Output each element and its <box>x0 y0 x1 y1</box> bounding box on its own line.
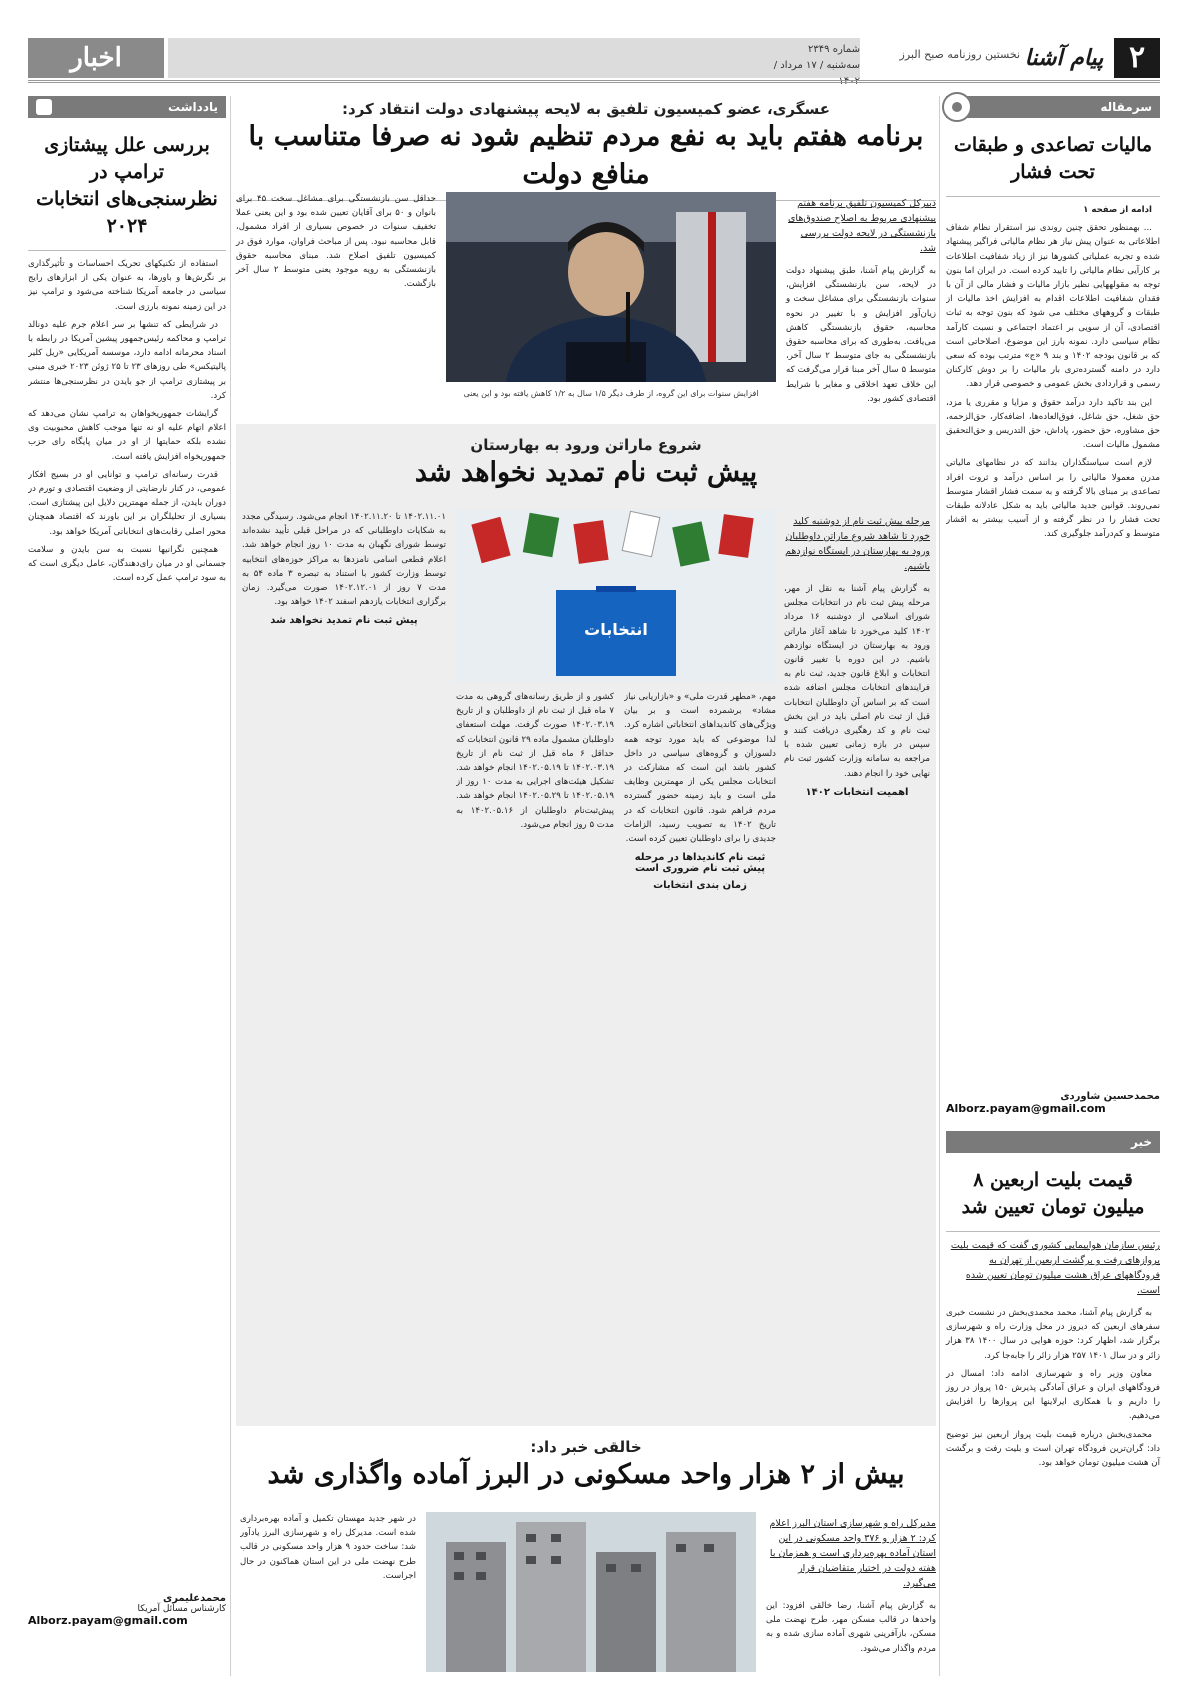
editorial-tag <box>946 96 1160 118</box>
article-lead: مرحله پیش ثبت نام از دوشنبه کلید خورد تا شاهد شروع ماراتن داوطلبان ورود به بهارستان در ایستگاه نوازدهم باشیم. <box>785 516 930 572</box>
right-column <box>946 96 1160 1676</box>
masthead-band <box>168 38 860 87</box>
election-poster <box>456 510 776 682</box>
article-col-1 <box>784 510 930 1410</box>
editorial-author: محمدحسین شاوردی <box>1060 1091 1160 1102</box>
article-lead: مدیرکل راه و شهرسازی استان البرز اعلام کرد: ۲ هزار و ۳۷۶ واحد مسکونی در این استان آماده بهره‌برداری است و همزمان با هفته دولت در اختیار متقاضیان قرار می‌گیرد. <box>769 1518 936 1589</box>
article-col-2 <box>624 690 776 1410</box>
note-title: بررسی علل پیشتازی ترامپ در نظرسنجی‌های انتخابات ۲۰۲۴ <box>36 134 218 237</box>
news-body <box>946 1306 1160 1470</box>
note-paragraph: گرایشات جمهوریخواهان به ترامپ نشان می‌دهد که اعلام اتهام علیه او نه تنها موجب کاهش محبوبیت وی نشده بلکه حمایتها از او در میان پایگاه رای حزب جمهوریخواه افزایش یافته است. <box>28 409 226 462</box>
note-tag <box>28 96 226 118</box>
article-text-right <box>766 1512 936 1672</box>
editorial-tag-label: سرمقاله <box>1100 100 1152 114</box>
article-photo <box>446 192 776 398</box>
newspaper-slogan: نخستین روزنامه صبح البرز <box>899 48 1020 61</box>
news-paragraph: به گزارش پیام آشنا، محمد محمدی‌بخش در نشست خبری سفرهای اربعین که دیروز در محل وزارت راه و شهرسازی برگزار شد، اظهار کرد: حوزه هوایی در سال ۱۴۰۰ ۳۸ هزار زائر و در سال ۱۴۰۱ ۲۵۷ هزار زائر را جابه‌جا کرد. <box>946 1308 1161 1361</box>
article-body: مهم، «مطهر قدرت ملی» و «بازاریابی نیاز مشاد» برشمرده است و بر بیان ویژگی‌های کاندیداهای انتخاباتی اشاره کرد. لذا موضوعی که باید مورد توجه همه دلسوزان و گروه‌های سیاسی در داخل کشور باشد این است که مشارکت در انتخابات مجلس یکی از مهمترین وظایف ملی است و باید زمینه حضور گسترده مردم فراهم شود. قانون انتخابات که در تاریخ ۱۴۰۲ به تصویب رسید، الزامات جدیدی را برای داوطلبان تعیین کرده است. <box>624 692 776 845</box>
editorial-title: مالیات تصاعدی و طبقات تحت فشار <box>953 134 1153 183</box>
issue-date: سه‌شنبه / ۱۷ مرداد / ۱۴۰۲ <box>773 60 860 87</box>
notepad-icon <box>36 99 52 115</box>
article-headline: بیش از ۲ هزار واحد مسکونی در البرز آماده واگذاری شد <box>267 1459 905 1490</box>
editorial-paragraph: ... بهمنظور تحقق چنین روندی نیز استقرار نظام شفاف اطلاعاتی به عنوان پیش نیاز هر نظام مالیاتی فراگیر پیشنهاد شده و تجربه عملیاتی کشورها نیز از زیاد شفافیت اطلاعات بر کارآیی نظام مالیاتی را تایید کرده است. در ایران اما بنون توجه به مقولههایی نظیر بازار مالیات و فشار مالی از آن با فقدان شفافیت اطلاعات اقدام به افزایش اخذ مالیات از طبقات و گروههای مختلف می شود که بنون توجه به ثبات اقتصادی، آن از سویی بر اعتماد اجتماعی و نسبت کارآمد نظام سیاسی دارد. نمونه بارز این موضوع، اصلاحاتی است که بر قانون بودجه ۱۴۰۲ و بند ۹ «ج» مترتب بوده که سعی دارد در دامنه گسترده‌تری بار مالیات را بر دوش کارکنان رسمی و قراردادی بخش عمومی و خصوصی قرار دهد. <box>946 223 1160 390</box>
ballot-box-illustration <box>456 510 776 682</box>
article-body: کشور و از طریق رسانه‌های گروهی به مدت ۷ ماه قبل از ثبت نام از داوطلبان و از تاریخ ۱۴۰۲.۰۳.۱۹ صورت گرفت. مهلت استعفای داوطلبان مشمول ماده ۲۹ قانون انتخابات که حداقل ۶ ماه قبل از ثبت نام از تاریخ ۱۴۰۲.۰۳.۱۹ تا ۱۴۰۲.۰۵.۱۹ انجام خواهد شد. تشکیل هیئت‌های اجرایی به مدت ۱۰ روز از ۱۴۰۲.۰۵.۱۹ تا ۱۴۰۲.۰۵.۲۹ انجام خواهد شد. پیش‌ثبت‌نام داوطلبان از ۱۴۰۲.۰۵.۱۶ به مدت ۵ روز انجام می‌شود. <box>456 692 614 830</box>
article-text-right <box>786 192 936 420</box>
article-lead: دبیرکل کمیسیون تلفیق برنامه هفتم پیشنهادی مربوط به اصلاح صندوق‌های بازنشستگی در لایحه دولت بررسی شد. <box>787 198 936 254</box>
news-title: قیمت بلیت اربعین ۸ میلیون تومان تعیین شد <box>961 1169 1145 1218</box>
column-divider <box>939 96 940 1676</box>
article-headline: برنامه هفتم باید به نفع مردم تنظیم شود نه صرفا متناسب با منافع دولت <box>248 121 924 190</box>
housing-photo <box>426 1512 756 1672</box>
note-paragraph: قدرت رسانه‌ای ترامپ و توانایی او در بسیج افکار عمومی، در کنار نارضایتی از وضعیت اقتصادی و تورم در دوران بایدن، از جمله مهمترین دلایل این پیشتازی است. بسیاری از تحلیلگران بر این باورند که اقتصاد همچنان محور اصلی رقابت‌های انتخاباتی آمریکا خواهد بود. <box>28 469 226 537</box>
note-body <box>28 257 226 1587</box>
article-body: در شهر جدید مهستان تکمیل و آماده بهره‌برداری شده است. مدیرکل راه و شهرسازی البرز یادآور شد: ساخت حدود ۹ هزار واحد مسکونی در قالب طرح نهضت ملی در این استان هماکنون در حال اجراست. <box>240 1514 416 1581</box>
masthead-brand <box>860 38 1160 78</box>
left-column <box>28 96 226 1676</box>
note-author: محمدعلیمری <box>163 1593 226 1604</box>
news-lead: رئیس سازمان هواپیمایی کشوری گفت که قیمت بلیت پروازهای رفت و برگشت اربعین از تهران به فرودگاههای عراق هشت میلیون تومان تعیین شده است. <box>950 1240 1160 1296</box>
page-number: ۲ <box>1114 38 1160 78</box>
article-kicker: شروع ماراتن ورود به بهارستان <box>470 436 702 454</box>
article-body: ۱۴۰۲.۱۱.۰۱ تا ۱۴۰۲.۱۱.۲۰ انجام می‌شود. رسیدگی مجدد به شکایات داوطلبانی که در مراحل قبلی تأیید نشده‌اند توسط شورای نگهبان به مدت ۱۰ روز انجام خواهد شد. اعلام قطعی اسامی نامزدها به مراکز حوزه‌های انتخابیه توسط وزارت کشور با استناد به تبصره ۳ ماده ۵۴ به مدت ۷ روز از ۱۴۰۲.۱۲.۰۱ صورت می‌گیرد. زمان برگزاری انتخابات یازدهم اسفند ۱۴۰۲ خواهد بود. <box>242 512 446 608</box>
main-column <box>236 96 936 1676</box>
article-body: به گزارش پیام آشنا به نقل از مهر، مرحله پیش ثبت نام در انتخابات مجلس شورای اسلامی از دوشنبه ۱۶ مرداد ۱۴۰۲ کلید می‌خورد تا شاهد آغاز ماراتن ورود به بهارستان در ایستگاه نوازدهم باشیم. در این دوره با تغییر قانون انتخابات و ابلاغ قانون جدید، ثبت نام به فرایندهای انتخابات مجلس اضافه شده است که بر اساس آن داوطلبان انتخابات قبل از ثبت نام اصلی باید در این بخش ثبت نام و کد رهگیری دریافت کنند و سپس در بازه زمانی تعیین شده با مراجعه به سامانه وزارت کشور ثبت نام نهایی خود را انجام دهند. <box>784 584 930 779</box>
eye-icon <box>942 92 972 122</box>
editorial-paragraph: لازم است سیاستگذاران بدانند که در نظامهای مالیاتی مدرن معمولا مالیاتی را بر اساس درآمد و ثروت افراد تصاعدی بر مبنای بالا گرفته و به سمت فشار اقشار متوسط نمی‌روند. قوانین جدید مالیاتی باید به شکل عادلانه طبقات تحت فشار را در نظر گرفته و از آسیب بیشتر به اقشار متوسط و کم‌درآمد جلوگیری کند. <box>946 458 1160 540</box>
article-body: به گزارش پیام آشنا، طبق پیشنهاد دولت در لایحه، سن بازنشستگی افزایش، سنوات بازنشستگی برای مشاغل سخت و زیان‌آور افزایش و با تغییر در نحوه محاسبه، حقوق بازنشستگی کاهش می‌یافت. به‌طوری که برای محاسبه حقوق بازنشستگی به جای متوسط ۲ سال آخر، متوسط ۵ سال آخر مبنا قرار می‌گرفت که این خلاف تعهد اخلاقی و مغایر با شرایط اقتصادی کشور بود. <box>786 266 936 404</box>
note-paragraph: استفاده از تکنیکهای تحریک احساسات و تأثیرگذاری بر نگرش‌ها و باورها، به‌ عنوان یکی از ابزارهای رایج سیاسی در جامعه آمریکا شناخته می‌شود و ترامپ نیز در این زمینه نمونه بارزی است. <box>28 259 226 312</box>
editorial-continued: ادامه از صفحه ۱ <box>1083 205 1152 215</box>
news-paragraph: محمدی‌بخش درباره قیمت بلیت پرواز اربعین نیز توضیح داد: گران‌ترین فرودگاه تهران است و بلیت رفت و برگشت آن هشت میلیون تومان خواهد بود. <box>946 1429 1160 1469</box>
article-text-left <box>240 1512 416 1672</box>
editorial-email[interactable]: Alborz.payam@gmail.com <box>946 1102 1106 1115</box>
news-tag-label: خبر <box>1130 1135 1152 1149</box>
newspaper-logo: پیام آشنا <box>1024 45 1104 71</box>
photo-caption: افزایش سنوات برای این گروه، از طرف دیگر ۱/۵ سال به ۱/۲ کاهش یافته بود و این یعنی <box>463 389 759 398</box>
note-tag-label: یادداشت <box>168 100 218 114</box>
article-body: حداقل سن بازنشستگی برای مشاغل سخت ۴۵ برای بانوان و ۵۰ برای آقایان تعیین شده بود و این یعنی عملا تخفیف سنوات در خصوص بسیاری از افراد مشمول، قابل محاسبه نبود. پس از مباحث فراوان، موارد فوق در کمیسیون تلفیق اصلاح شد. مبنای محاسبه حقوق بازنشستگی به رویه موجود یعنی متوسط ۲ سال آخر بازگشت. <box>236 194 436 290</box>
note-paragraph: همچنین نگرانیها نسبت به سن بایدن و سلامت جسمانی او در میان رای‌دهندگان، عامل دیگری است که به سود ترامپ عمل کرده است. <box>28 544 226 584</box>
masthead-divider <box>28 80 1160 83</box>
official-portrait <box>446 192 776 382</box>
article-col-3 <box>456 690 614 1410</box>
divider <box>946 196 1160 197</box>
note-paragraph: در شرایطی که تنشها بر سر اعلام جرم علیه دونالد ترامپ و محاکمه رئیس‌جمهور پیشین آمریکا در رابطه با اسناد محرمانه ادامه دارد، موسسه آمریکایی «ریل کلیر پالیتیکس» طی روزهای ۲۳ تا ۲۵ ژوئن ۲۰۲۳ خبری مبنی بر پیشتازی ترامپ از جو بایدن در نظرسنجی‌ها منتشر کرد. <box>28 319 226 401</box>
issue-number: شماره ۲۳۴۹ <box>808 44 860 55</box>
article-housing <box>236 1426 936 1680</box>
article-col-4 <box>242 510 446 1410</box>
note-email[interactable]: Alborz.payam@gmail.com <box>28 1614 188 1627</box>
editorial-body <box>946 203 1160 1085</box>
article-pension <box>236 100 936 424</box>
apartment-buildings <box>426 1512 756 1672</box>
editorial-paragraph: این بند تاکید دارد درآمد حقوق و مزایا و مقرری یا مزد، حق شغل، حق شاغل، فوق‌العاده‌ها، اضافه‌کار، حق‌الزحمه، حق مشاوره، حق حضور، پاداش، حق التدریس و حق‌التحقیق مشمول مالیات است. <box>946 397 1160 451</box>
poster-label: انتخابات <box>584 620 648 639</box>
article-body: به گزارش پیام آشنا، رضا خالقی افزود: این واحدها در قالب مسکن مهر، طرح نهضت ملی مسکن، بازآفرینی شهری آماده سازی شده و به مردم واگذار می‌شود. <box>766 1601 936 1654</box>
article-subhead: پیش ثبت نام تمدید نخواهد شد <box>270 615 418 627</box>
divider <box>28 250 226 251</box>
masthead <box>28 38 1160 87</box>
article-kicker: خالقی خبر داد: <box>530 1438 642 1456</box>
article-subhead: ثبت نام کاندیداها در مرحله پیش ثبت نام ضروری است <box>634 852 766 875</box>
column-divider <box>230 96 231 1676</box>
article-headline: پیش ثبت نام تمدید نخواهد شد <box>414 457 758 488</box>
article-text-left <box>236 192 436 420</box>
article-elections <box>236 424 936 1426</box>
article-subhead: اهمیت انتخابات ۱۴۰۲ <box>805 786 909 798</box>
news-tag <box>946 1131 1160 1153</box>
section-name: اخبار <box>28 38 164 78</box>
article-subhead: زمان بندی انتخابات <box>653 880 747 892</box>
article-kicker: عسگری، عضو کمیسیون تلفیق به لایحه پیشنهادی دولت انتقاد کرد: <box>342 100 830 118</box>
note-author-role: کارشناس مسائل آمریکا <box>137 1604 226 1614</box>
divider <box>946 1231 1160 1232</box>
news-paragraph: معاون وزیر راه و شهرسازی ادامه داد: امسال در فرودگاههای ایران و عراق آمادگی پذیرش ۱۵۰ پرواز در روز را داریم و با همکاری ایرلاینها این پروازها را افزایش می‌دهیم. <box>946 1368 1160 1422</box>
